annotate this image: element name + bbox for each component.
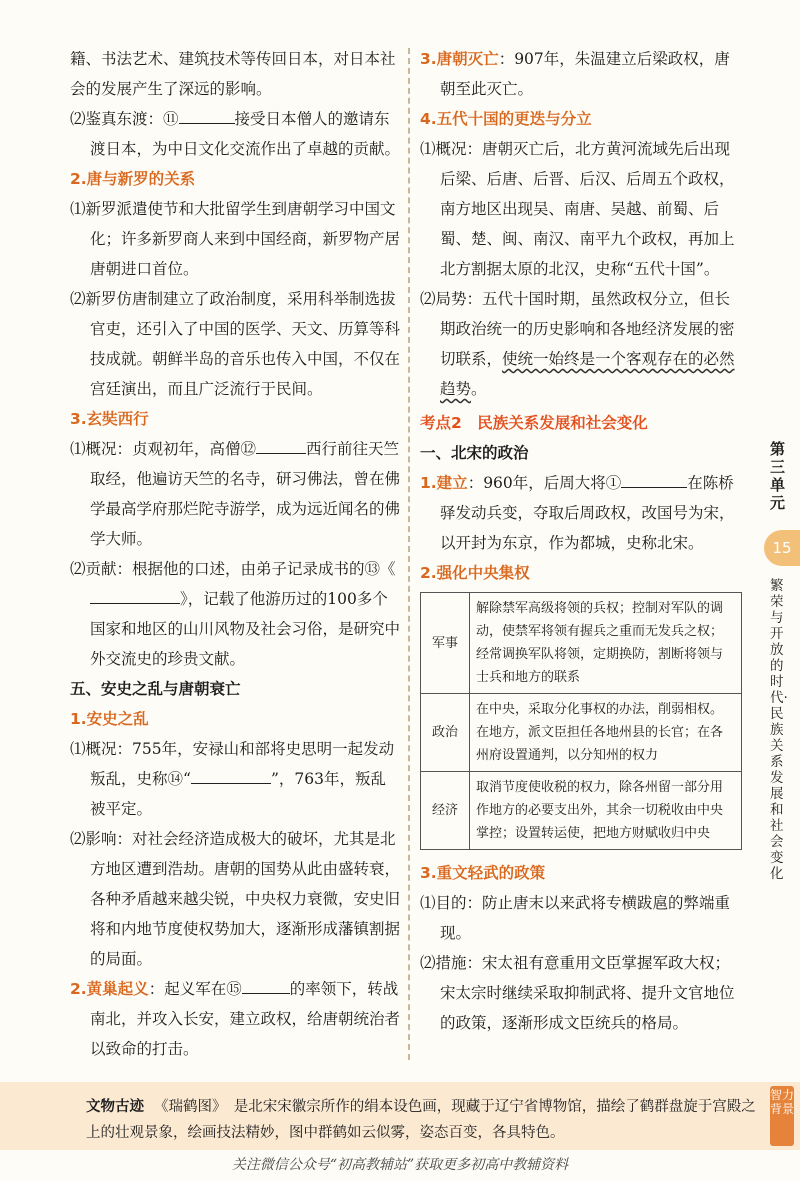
emphasis-wavy: 使统一始终是一个客观存在的必然趋势 — [440, 350, 735, 398]
right-column — [420, 44, 742, 1038]
blank-11 — [179, 105, 235, 124]
unit-label: 第三单元 — [770, 440, 786, 512]
table-row: 政治 在中央，采取分化事权的办法，削弱相权。在地方，派文臣担任各地州县的长官；在各州府设置通判，以分知州的权力 — [421, 694, 742, 772]
key-point-2: 考点2 民族关系发展和社会变化 — [420, 414, 648, 432]
table-row: 经济 取消节度使收税的权力，除各州留一部分用作地方的必要支出外，其余一切税收由中央掌控；设置转运使，把地方财赋收归中央 — [421, 772, 742, 850]
left-column — [70, 44, 400, 1064]
left-paragraph-1: 籍、书法艺术、建筑技术等传回日本，对日本社会的发展产生了深远的影响。 — [70, 50, 396, 98]
unit-title: 繁荣与开放的时代·民族关系发展和社会变化 — [770, 578, 788, 882]
right-paragraph-3: ⑵局势：五代十国时期，虽然政权分立，但长期政治统一的历史影响和各地经济发展的密切联系，使统一始终是一个客观存在的必然趋势。 — [420, 290, 735, 398]
heading-centralization: 2.强化中央集权 — [420, 564, 530, 582]
footer-badge: 智力背景 — [770, 1086, 794, 1146]
left-paragraph-2: ⑵鉴真东渡：⑪ 接受日本僧人的邀请东渡日本，为中日文化交流作出了卓越的贡献。 — [70, 104, 400, 164]
blank-12 — [256, 435, 306, 454]
right-paragraph-6: ⑵措施：宋太祖有意重用文臣掌握军政大权；宋太宗时继续采取抑制武将、提升文官地位的政策，逐渐形成文臣统兵的格局。 — [420, 954, 735, 1032]
right-paragraph-5: ⑴目的：防止唐末以来武将专横跋扈的弊端重现。 — [420, 894, 731, 942]
column-divider — [408, 48, 410, 1060]
centralization-table — [420, 592, 742, 850]
side-tab — [756, 420, 800, 882]
heading-five-dynasties: 4.五代十国的更迭与分立 — [420, 110, 592, 128]
left-paragraph-6: ⑵贡献：根据他的口述，由弟子记录成书的⑬《》，记载了他游历过的100多个国家和地区的山川风物及社会习俗，是研究中外交流史的珍贵文献。 — [70, 560, 401, 668]
blank-15 — [242, 975, 290, 994]
left-paragraph-7: ⑴概况：755年，安禄山和部将史思明一起发动叛乱，史称⑭“ ”，763年，叛乱被平定。 — [70, 740, 395, 818]
blank-14 — [191, 765, 271, 784]
watermark: 关注微信公众号“初高教辅站”获取更多初高中教辅资料 — [231, 1157, 569, 1173]
right-paragraph-1: 3.唐朝灭亡：907年，朱温建立后梁政权，唐朝至此灭亡。 — [420, 50, 730, 98]
left-paragraph-5: ⑴概况：贞观初年，高僧⑫ 西行前往天竺取经，他遍访天竺的名寺，研习佛法，曾在佛学最高学府那烂陀寺游学，成为远近闻名的佛学大师。 — [70, 434, 400, 554]
footer-box — [0, 1082, 800, 1150]
left-paragraph-8: ⑵影响：对社会经济造成极大的破坏，尤其是北方地区遭到浩劫。唐朝的国势从此由盛转衰，各种矛盾越来越尖锐，中央权力衰微，安史旧将和内地节度使权势加大，逐渐形成藩镇割据的局面。 — [70, 830, 401, 968]
footer-label: 文物古迹 — [86, 1099, 144, 1115]
heading-xuanzang: 3.玄奘西行 — [70, 410, 149, 428]
heading-northern-song: 一、北宋的政治 — [420, 444, 529, 462]
right-paragraph-4: 1.建立：960年，后周大将① 在陈桥驿发动兵变，夺取后周政权，改国号为宋，以开封为东京，作为都城，史称北宋。 — [420, 468, 742, 558]
right-paragraph-2: ⑴概况：唐朝灭亡后，北方黄河流域先后出现后梁、后唐、后晋、后汉、后周五个政权，南方地区出现吴、南唐、吴越、前蜀、后蜀、楚、闽、南汉、南平九个政权，再加上北方割据太原的北汉，史称“五代十国”。 — [420, 140, 735, 278]
blank-13 — [90, 585, 180, 604]
table-row: 军事 解除禁军高级将领的兵权；控制对军队的调动，使禁军将领有握兵之重而无发兵之权；经常调换军队将领，定期换防，割断将领与士兵和地方的联系 — [421, 593, 742, 694]
heading-anshi: 五、安史之乱与唐朝衰亡 — [70, 680, 241, 698]
left-paragraph-9: 2.黄巢起义：起义军在⑮ 的率领下，转战南北，并攻入长安，建立政权，给唐朝统治者以致命的打击。 — [70, 974, 400, 1064]
blank-1 — [621, 469, 687, 488]
left-paragraph-4: ⑵新罗仿唐制建立了政治制度，采用科举制选拔官吏，还引入了中国的医学、天文、历算等科技成就。朝鲜半岛的音乐也传入中国，不仅在宫廷演出，而且广泛流行于民间。 — [70, 290, 401, 398]
page-number: 15 — [764, 530, 800, 566]
left-paragraph-3: ⑴新罗派遣使节和大批留学生到唐朝学习中国文化；许多新罗商人来到中国经商，新罗物产居唐朝进口首位。 — [70, 200, 401, 278]
heading-anshi-rebellion: 1.安史之乱 — [70, 710, 149, 728]
footer-text: 文物古迹 《瑞鹤图》 是北宋宋徽宗所作的绢本设色画，现藏于辽宁省博物馆，描绘了鹤群盘旋于宫殿之上的壮观景象，绘画技法精妙，图中群鹤如云似雾，姿态百变，各具特色。 — [86, 1099, 756, 1141]
heading-civil-over-military: 3.重文轻武的政策 — [420, 864, 546, 882]
heading-tang-silla: 2.唐与新罗的关系 — [70, 170, 196, 188]
